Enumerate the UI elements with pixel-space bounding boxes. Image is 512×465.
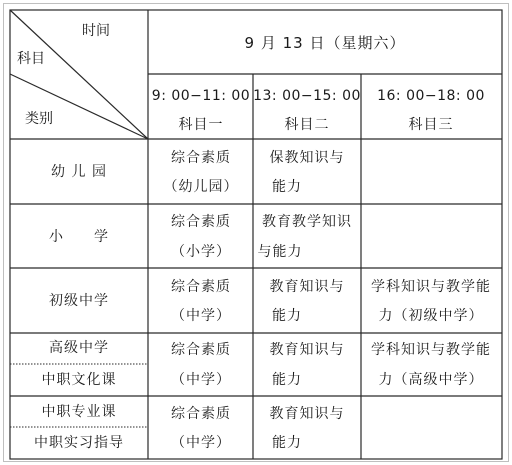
cell-r4-s1-line2: （中学） bbox=[171, 372, 231, 388]
cell-r3-s2-line2: 能力 bbox=[272, 308, 302, 324]
subject-2: 科目二 bbox=[284, 117, 330, 133]
cell-r1-s2-line2: 能力 bbox=[272, 179, 302, 195]
cell-r2-s1-line2: （小学） bbox=[171, 244, 231, 260]
category-primary: 小 学 bbox=[49, 229, 109, 245]
time-slot-3: 16: 00−18: 00 bbox=[377, 88, 485, 104]
category-vocational-practice: 中职实习指导 bbox=[34, 435, 124, 451]
category-kindergarten: 幼 儿 园 bbox=[51, 164, 107, 180]
subject-3: 科目三 bbox=[408, 117, 454, 133]
cell-r1-s1-line1: 综合素质 bbox=[171, 150, 231, 166]
corner-time-label: 时间 bbox=[82, 23, 110, 39]
cell-r4-s3-line1: 学科知识与教学能 bbox=[371, 342, 491, 358]
cell-r4-s2-line1: 教育知识与 bbox=[269, 342, 345, 358]
category-junior-high: 初级中学 bbox=[49, 293, 109, 309]
corner-subject-label: 科目 bbox=[17, 51, 45, 67]
corner-category-label: 类别 bbox=[25, 111, 53, 127]
category-vocational-culture: 中职文化课 bbox=[41, 372, 117, 388]
cell-r4-s2-line2: 能力 bbox=[272, 372, 302, 388]
time-slot-1: 9: 00−11: 00 bbox=[151, 88, 251, 104]
category-vocational-major: 中职专业课 bbox=[41, 404, 117, 420]
category-senior-high: 高级中学 bbox=[49, 340, 109, 356]
cell-r5-s1-line1: 综合素质 bbox=[171, 406, 231, 422]
cell-r5-s2-line2: 能力 bbox=[272, 435, 302, 451]
cell-r5-s1-line2: （中学） bbox=[171, 435, 231, 451]
cell-r3-s3-line1: 学科知识与教学能 bbox=[371, 279, 491, 295]
cell-r3-s1-line2: （中学） bbox=[171, 308, 231, 324]
cell-r3-s2-line1: 教育知识与 bbox=[269, 279, 345, 295]
corner-diagonal-short bbox=[10, 74, 148, 139]
subject-1: 科目一 bbox=[178, 117, 224, 133]
cell-r4-s3-line2: 力（高级中学） bbox=[378, 372, 484, 388]
cell-r2-s2-line1: 教育教学知识 bbox=[262, 214, 352, 230]
cell-r5-s2-line1: 教育知识与 bbox=[269, 406, 345, 422]
cell-r3-s3-line2: 力（初级中学） bbox=[378, 308, 484, 324]
cell-r2-s2-line2: 与能力 bbox=[257, 244, 303, 260]
cell-r2-s1-line1: 综合素质 bbox=[171, 214, 231, 230]
time-slot-2: 13: 00−15: 00 bbox=[253, 88, 361, 104]
date-header: 9 月 13 日（星期六） bbox=[244, 34, 406, 52]
cell-r3-s1-line1: 综合素质 bbox=[171, 279, 231, 295]
cell-r1-s2-line1: 保教知识与 bbox=[269, 150, 345, 166]
cell-r4-s1-line1: 综合素质 bbox=[171, 342, 231, 358]
cell-r1-s1-line2: （幼儿园） bbox=[163, 179, 239, 195]
